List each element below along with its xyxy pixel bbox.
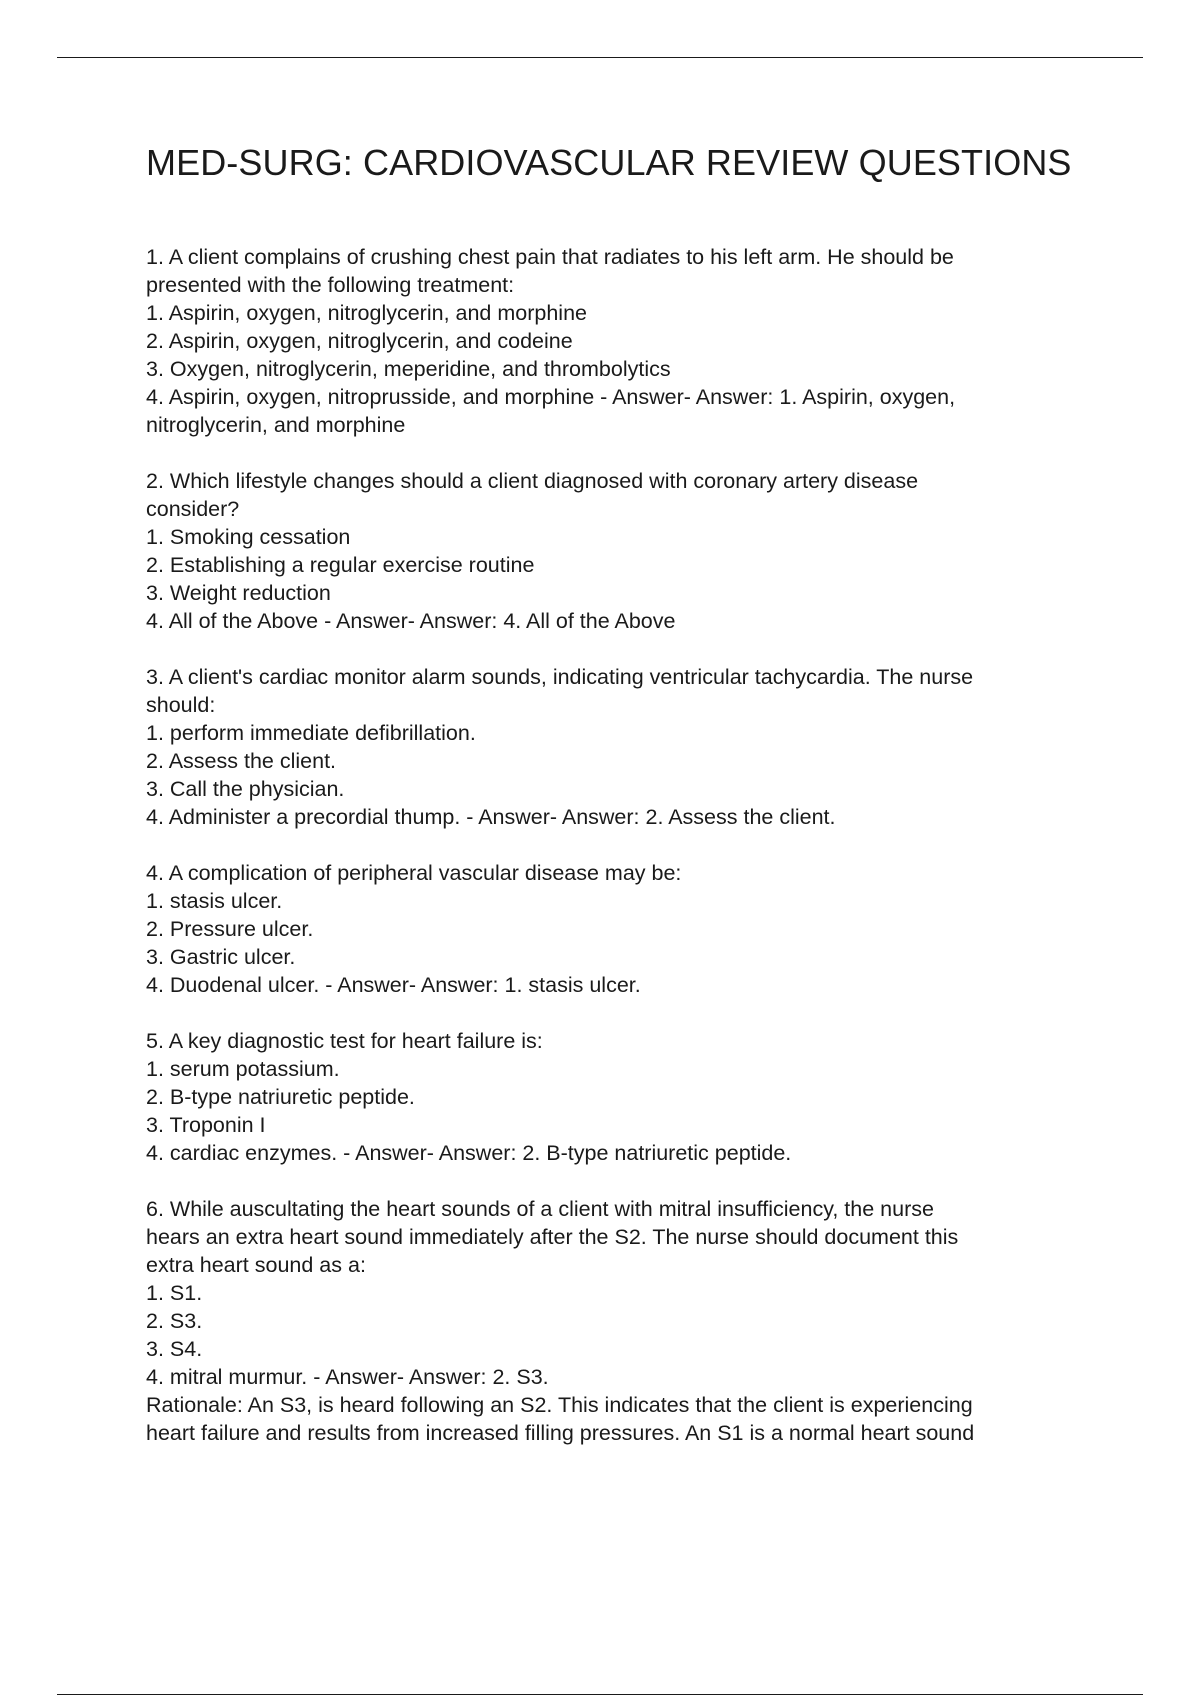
question-4 [146,859,1086,999]
bottom-rule [57,1694,1143,1695]
option-line: 3. Call the physician. [146,777,345,801]
option-line: 4. All of the Above - Answer- Answer: 4. All of the Above [146,609,676,633]
option-line: 4. Administer a precordial thump. - Answer- Answer: 2. Assess the client. [146,805,836,829]
rationale-line: heart failure and results from increased filling pressures. An S1 is a normal heart sound [146,1421,975,1445]
question-stem [146,467,1086,523]
stem-line: 2. Which lifestyle changes should a client diagnosed with coronary artery disease [146,469,919,493]
option-line: 2. Assess the client. [146,749,337,773]
stem-line: consider? [146,497,240,521]
option-line: 2. S3. [146,1309,203,1333]
option-line: 1. serum potassium. [146,1057,340,1081]
stem-line: presented with the following treatment: [146,273,515,297]
question-options [146,719,1086,831]
question-options [146,887,1086,999]
option-line: 1. Aspirin, oxygen, nitroglycerin, and morphine [146,301,587,325]
question-stem [146,663,1086,719]
option-line: 4. mitral murmur. - Answer- Answer: 2. S3. [146,1365,549,1389]
stem-line: extra heart sound as a: [146,1253,366,1277]
rationale-line: Rationale: An S3, is heard following an S2. This indicates that the client is experiencing [146,1393,973,1417]
option-line: 2. B-type natriuretic peptide. [146,1085,415,1109]
option-line: 2. Aspirin, oxygen, nitroglycerin, and codeine [146,329,573,353]
option-line: 2. Pressure ulcer. [146,917,314,941]
question-3 [146,663,1086,831]
question-list [146,243,1086,1475]
option-line: 3. Oxygen, nitroglycerin, meperidine, and thrombolytics [146,357,671,381]
option-line: 1. perform immediate defibrillation. [146,721,476,745]
question-stem [146,243,1086,299]
question-6 [146,1195,1086,1447]
question-5 [146,1027,1086,1167]
question-stem [146,1027,1086,1055]
question-options [146,299,1086,439]
question-options [146,1279,1086,1447]
stem-line: 3. A client's cardiac monitor alarm sounds, indicating ventricular tachycardia. The nurse [146,665,974,689]
option-line: 4. Duodenal ulcer. - Answer- Answer: 1. stasis ulcer. [146,973,641,997]
question-2 [146,467,1086,635]
option-line: 2. Establishing a regular exercise routine [146,553,535,577]
question-stem [146,859,1086,887]
option-line: 4. cardiac enzymes. - Answer- Answer: 2. B-type natriuretic peptide. [146,1141,792,1165]
stem-line: should: [146,693,216,717]
option-line: 1. S1. [146,1281,203,1305]
stem-line: 4. A complication of peripheral vascular disease may be: [146,861,682,885]
stem-line: 5. A key diagnostic test for heart failure is: [146,1029,543,1053]
question-1 [146,243,1086,439]
top-rule [57,57,1143,58]
option-line: nitroglycerin, and morphine [146,413,406,437]
option-line: 3. S4. [146,1337,203,1361]
stem-line: 6. While auscultating the heart sounds of a client with mitral insufficiency, the nurse [146,1197,934,1221]
question-options [146,523,1086,635]
question-stem [146,1195,1086,1279]
stem-line: 1. A client complains of crushing chest pain that radiates to his left arm. He should be [146,245,954,269]
stem-line: hears an extra heart sound immediately after the S2. The nurse should document this [146,1225,959,1249]
option-line: 3. Weight reduction [146,581,331,605]
option-line: 1. stasis ulcer. [146,889,283,913]
question-options [146,1055,1086,1167]
page-title: MED-SURG: CARDIOVASCULAR REVIEW QUESTIONS [146,142,1072,183]
option-line: 3. Gastric ulcer. [146,945,296,969]
option-line: 4. Aspirin, oxygen, nitroprusside, and morphine - Answer- Answer: 1. Aspirin, oxygen, [146,385,956,409]
option-line: 3. Troponin I [146,1113,266,1137]
option-line: 1. Smoking cessation [146,525,351,549]
